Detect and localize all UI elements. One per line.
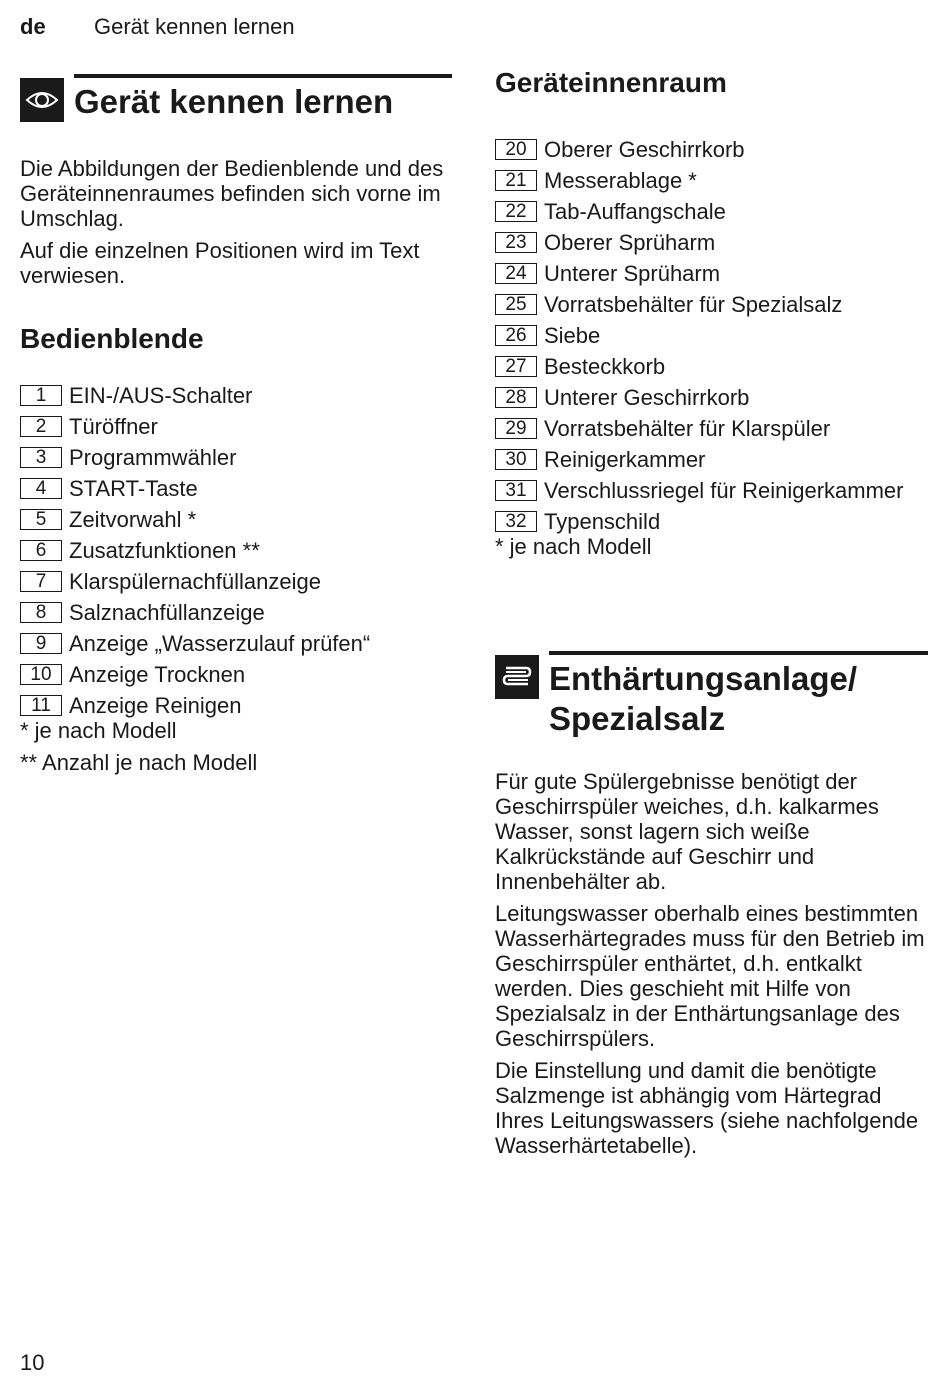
item-label: Oberer Sprüharm <box>544 230 716 255</box>
list-item <box>20 383 452 408</box>
position-number: 20 <box>495 139 537 160</box>
position-number: 29 <box>495 418 537 439</box>
left-column <box>20 74 452 775</box>
list-item <box>20 693 452 718</box>
subtitle-bedienblende: Bedienblende <box>20 323 204 354</box>
item-label: Vorratsbehälter für Spezialsalz <box>544 292 843 317</box>
section-title-line: Spezialsalz <box>549 700 726 737</box>
position-number: 10 <box>20 664 62 685</box>
list-item <box>495 261 928 286</box>
control-panel-list <box>20 383 452 718</box>
list-item <box>495 354 928 379</box>
list-item <box>20 507 452 532</box>
position-number: 9 <box>20 633 62 654</box>
position-number: 3 <box>20 447 62 468</box>
item-label: Zeitvorwahl * <box>69 507 197 532</box>
item-label: Anzeige Reinigen <box>69 693 242 718</box>
list-item <box>495 416 928 441</box>
position-number: 4 <box>20 478 62 499</box>
item-label: Unterer Sprüharm <box>544 261 721 286</box>
list-item <box>20 445 452 470</box>
position-number: 25 <box>495 294 537 315</box>
position-number: 22 <box>495 201 537 222</box>
interior-list <box>495 137 928 534</box>
item-label: EIN-/AUS-Schalter <box>69 383 253 408</box>
item-label: Zusatzfunktionen ** <box>69 538 260 563</box>
position-number: 7 <box>20 571 62 592</box>
position-number: 27 <box>495 356 537 377</box>
list-item <box>495 137 928 162</box>
list-item <box>495 447 928 472</box>
list-item <box>20 631 452 656</box>
item-label: Programmwähler <box>69 445 237 470</box>
language-code: de <box>20 14 46 39</box>
position-number: 21 <box>495 170 537 191</box>
item-label: Oberer Geschirrkorb <box>544 137 745 162</box>
list-item <box>495 168 928 193</box>
section-title <box>549 651 928 739</box>
footnote: ** Anzahl je nach Modell <box>20 750 258 775</box>
list-item <box>495 509 928 534</box>
item-label: Anzeige „Wasserzulauf prüfen“ <box>69 631 371 656</box>
item-label: Klarspülernachfüllanzeige <box>69 569 321 594</box>
position-number: 11 <box>20 695 62 716</box>
intro-paragraph-1: Die Abbildungen der Bedienblende und des Geräteinnenraumes befinden sich vorne im Umschlag. <box>20 156 444 231</box>
item-label: Tab-Auffangschale <box>544 199 726 224</box>
paragraph: Für gute Spülergebnisse benötigt der Geschirrspüler weiches, d.h. kalkarmes Wasser, sonst lagern sich weiße Kalkrückstände auf Geschirr und Innenbehälter ab. <box>495 769 879 894</box>
subtitle-geraeteinnenraum: Geräteinnenraum <box>495 67 727 98</box>
position-number: 5 <box>20 509 62 530</box>
list-item <box>20 662 452 687</box>
list-item <box>495 478 928 503</box>
item-label: Vorratsbehälter für Klarspüler <box>544 416 831 441</box>
running-title: Gerät kennen lernen <box>94 14 295 39</box>
position-number: 28 <box>495 387 537 408</box>
list-item <box>495 292 928 317</box>
item-label: Anzeige Trocknen <box>69 662 246 687</box>
position-number: 30 <box>495 449 537 470</box>
section-heading-geraet <box>20 74 452 122</box>
item-label: Reinigerkammer <box>544 447 706 472</box>
position-number: 24 <box>495 263 537 284</box>
heading-rule <box>74 74 452 78</box>
footnote: * je nach Modell <box>495 534 652 559</box>
position-number: 6 <box>20 540 62 561</box>
item-label: Messerablage * <box>544 168 697 193</box>
list-item <box>20 414 452 439</box>
list-item <box>20 538 452 563</box>
section-heading-enthaertung <box>495 651 928 739</box>
item-label: Verschlussriegel für Reinigerkammer <box>544 478 904 503</box>
list-item <box>20 476 452 501</box>
list-item <box>20 569 452 594</box>
paragraph: Leitungswasser oberhalb eines bestimmten Wasserhärtegrades muss für den Betrieb im Geschirrspüler enthärtet, d.h. entkalkt werden. Dies geschieht mit Hilfe von Spezialsalz in der Enthärtungsanlage des Geschirrspülers. <box>495 901 925 1051</box>
item-label: Salznachfüllanzeige <box>69 600 265 625</box>
item-label: Türöffner <box>69 414 158 439</box>
item-label: Besteckkorb <box>544 354 666 379</box>
section-title: Gerät kennen lernen <box>74 83 394 120</box>
position-number: 32 <box>495 511 537 532</box>
position-number: 8 <box>20 602 62 623</box>
position-number: 2 <box>20 416 62 437</box>
item-label: Typenschild <box>544 509 661 534</box>
item-label: START-Taste <box>69 476 198 501</box>
item-label: Siebe <box>544 323 601 348</box>
position-number: 26 <box>495 325 537 346</box>
position-number: 1 <box>20 385 62 406</box>
list-item <box>20 600 452 625</box>
list-item <box>495 385 928 410</box>
page-number: 10 <box>20 1350 45 1375</box>
list-item <box>495 199 928 224</box>
item-label: Unterer Geschirrkorb <box>544 385 750 410</box>
list-item <box>495 323 928 348</box>
footnote: * je nach Modell <box>20 718 177 743</box>
intro-paragraph-2: Auf die einzelnen Positionen wird im Text verwiesen. <box>20 238 420 288</box>
right-column <box>495 66 928 1158</box>
section-title-line: Enthärtungsanlage/ <box>549 660 858 697</box>
position-number: 23 <box>495 232 537 253</box>
heading-rule <box>549 651 928 655</box>
paragraph: Die Einstellung und damit die benötigte Salzmenge ist abhängig vom Härtegrad Ihres Leitungswassers (siehe nachfolgende Wasserhärtetabelle). <box>495 1058 919 1158</box>
water-softener-icon <box>495 655 539 699</box>
position-number: 31 <box>495 480 537 501</box>
list-item <box>495 230 928 255</box>
eye-icon <box>20 78 64 122</box>
